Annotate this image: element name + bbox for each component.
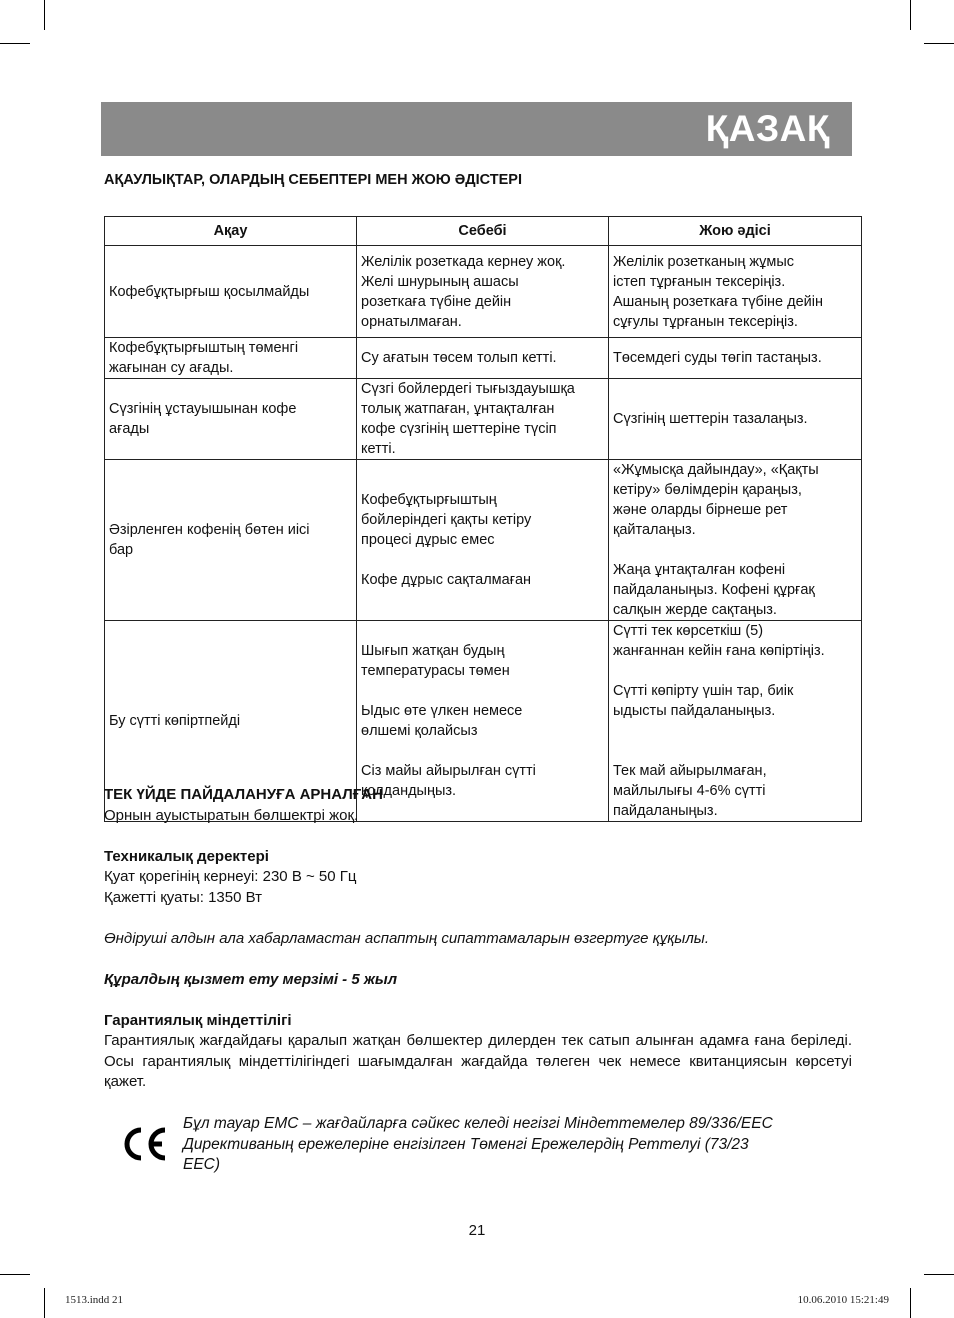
table-cell-fault (105, 379, 357, 460)
cell-line: орнатылмаған. (361, 313, 462, 330)
language-title: ҚАЗАҚ (705, 108, 830, 149)
table-header-row (105, 217, 862, 246)
cell-line: Ыдыс өте үлкен немесе (361, 703, 523, 719)
cell-line: процесі дұрыс емес (361, 532, 495, 548)
cell-line (613, 741, 857, 761)
body-text (104, 785, 852, 1093)
cell-line: Ашаның розеткаға түбіне дейін (613, 293, 823, 310)
cell-line: Шығып жатқан будың (361, 643, 505, 659)
cell-line: Жаңа ұнтақталған кофені (613, 562, 786, 578)
crop-mark (924, 1274, 954, 1275)
column-header-fault: Ақау (105, 217, 357, 246)
cell-line: қайталаңыз. (613, 522, 696, 538)
cell-line: ыдысты пайдаланыңыз. (613, 703, 776, 719)
cell-line (361, 681, 604, 701)
ce-compliance-text (183, 1114, 848, 1176)
column-header-remedy: Жою әдісі (609, 217, 862, 246)
cell-line: салқын жерде сақтаңыз. (613, 602, 777, 618)
table-row (105, 338, 862, 379)
table-cell-cause (357, 379, 609, 460)
cell-line: қолдандыңыз. (361, 783, 457, 799)
table-cell-remedy (609, 379, 862, 460)
table-cell-remedy (609, 338, 862, 379)
cell-line: Сүтті тек көрсеткіш (5) (613, 623, 764, 639)
table-cell-cause (357, 338, 609, 379)
cell-line (613, 721, 857, 741)
crop-mark (924, 43, 954, 44)
cell-line: Сүтті көпірту үшін тар, биік (613, 683, 794, 699)
cell-line: сұғулы тұрғанын тексеріңіз. (613, 313, 798, 330)
warranty-heading: Гарантиялық міндеттілігі (104, 1011, 292, 1029)
warranty-text: Гарантиялық жағдайдағы қаралып жатқан бөлшектер дилерден тек сатып алынған адамға ғана беріледі. Осы гарантиялық міндеттілігіндегі шағымдалған жағдайда төлеген чек немесе квитанциясын көрсетуі қажет. (104, 1032, 852, 1090)
cell-line: бойлеріндегі қақты кетіру (361, 512, 532, 528)
cell-line: Су ағатын төсем толып кетті. (361, 350, 557, 366)
cell-line: Бу сүтті көпіртпейді (109, 713, 241, 729)
cell-line: Тек май айырылмаған, (613, 763, 767, 779)
cell-line: Әзірленген кофенің бөтен иісі (109, 522, 310, 538)
crop-mark (44, 1288, 45, 1318)
cell-line: Сүзгінің шеттерін тазалаңыз. (613, 411, 808, 427)
crop-mark (910, 1288, 911, 1318)
manufacturer-note: Өндіруші алдын ала хабарламастан аспаптың сипаттамаларын өзгертуге құқылы. (104, 929, 709, 947)
slug-timestamp: 10.06.2010 15:21:49 (797, 1294, 889, 1306)
technical-voltage: Қуат қорегінің кернеуі: 230 В ~ 50 Гц (104, 868, 357, 885)
cell-line: жанғаннан кейін ғана көпіртіңіз. (613, 643, 825, 659)
cell-line: Желілік розеткада кернеу жоқ. (361, 253, 566, 270)
cell-line: Кофе дұрыс сақталмаған (361, 572, 532, 588)
cell-line: толық жатпаған, ұнтақталған (361, 401, 555, 417)
table-cell-cause (357, 460, 609, 621)
crop-mark (910, 0, 911, 30)
table-row (105, 460, 862, 621)
cell-line: кетті. (361, 441, 396, 457)
cell-line: Төсемдегі суды төгіп тастаңыз. (613, 350, 822, 366)
crop-mark (0, 43, 30, 44)
home-use-text: Орнын ауыстыратын бөлшектрі жоқ. (104, 806, 359, 824)
cell-line: кетіру» бөлімдерін қараңыз, (613, 482, 802, 498)
table-row (105, 246, 862, 338)
cell-line (613, 661, 857, 681)
ce-line: ЕЕС) (183, 1156, 221, 1173)
cell-line: Сүзгінің ұстауышынан кофе (109, 401, 297, 417)
cell-line: майлылығы 4-6% сүтті (613, 783, 766, 799)
cell-line: «Жұмысқа дайындау», «Қақты (613, 462, 819, 478)
service-life: Құралдың қызмет ету мерзімі - 5 жыл (104, 970, 398, 988)
cell-line: Кофебұқтырғыштың төменгі (109, 340, 299, 356)
cell-line: розеткаға түбіне дейін (361, 293, 512, 310)
crop-mark (0, 1274, 30, 1275)
crop-mark (44, 0, 45, 30)
cell-line (361, 550, 604, 570)
page-number: 21 (468, 1222, 486, 1239)
table-cell-fault (105, 246, 357, 338)
ce-line: Бұл тауар ЕМС – жағдайларға сәйкес келеді негізгі Міндеттемелер 89/336/ЕЕС (183, 1115, 773, 1132)
cell-line: пайдаланыңыз. Кофені құрғақ (613, 582, 815, 598)
cell-line: Кофебұқтырғыш қосылмайды (109, 283, 310, 300)
language-header-band (101, 102, 852, 156)
table-cell-fault (105, 338, 357, 379)
cell-line: Желі шнурының ашасы (361, 273, 519, 290)
cell-line: және оларды бірнеше рет (613, 502, 788, 518)
technical-heading: Техникалық деректері (104, 847, 269, 865)
table-cell-cause (357, 246, 609, 338)
troubleshooting-table (104, 216, 862, 822)
cell-line (613, 540, 857, 560)
technical-power: Қажетті қуаты: 1350 Вт (104, 888, 263, 906)
column-header-cause: Себебі (357, 217, 609, 246)
table-row (105, 379, 862, 460)
cell-line: Желілік розетканың жұмыс (613, 253, 794, 270)
home-use-heading: ТЕК ҮЙДЕ ПАЙДАЛАНУҒА АРНАЛҒАН (104, 786, 383, 803)
cell-line: кофе сүзгінің шеттеріне түсіп (361, 421, 557, 437)
slug-file: 1513.indd 21 (65, 1294, 124, 1306)
table-cell-fault (105, 460, 357, 621)
cell-line: бар (109, 542, 134, 558)
ce-mark-icon (120, 1124, 170, 1164)
ce-line: Директиваның ережелеріне енгізілген Төменгі Ережелердің Реттелуі (73/23 (183, 1135, 749, 1153)
cell-line: істеп тұрғанын тексеріңіз. (613, 273, 786, 290)
cell-line: жағынан су ағады. (109, 360, 234, 376)
table-cell-remedy (609, 460, 862, 621)
cell-line: ағады (109, 421, 150, 437)
cell-line: өлшемі қолайсыз (361, 723, 478, 739)
cell-line: температурасы төмен (361, 663, 510, 679)
cell-line: Сіз майы айырылған сүтті (361, 763, 536, 779)
cell-line: Кофебұқтырғыштың (361, 492, 497, 508)
table-cell-remedy (609, 246, 862, 338)
troubleshooting-heading: АҚАУЛЫҚТАР, ОЛАРДЫҢ СЕБЕПТЕРІ МЕН ЖОЮ ӘДІСТЕРІ (104, 172, 522, 188)
cell-line (361, 741, 604, 761)
cell-line: пайдаланыңыз. (613, 803, 718, 819)
cell-line: Сүзгі бойлердегі тығыздауышқа (361, 381, 575, 397)
